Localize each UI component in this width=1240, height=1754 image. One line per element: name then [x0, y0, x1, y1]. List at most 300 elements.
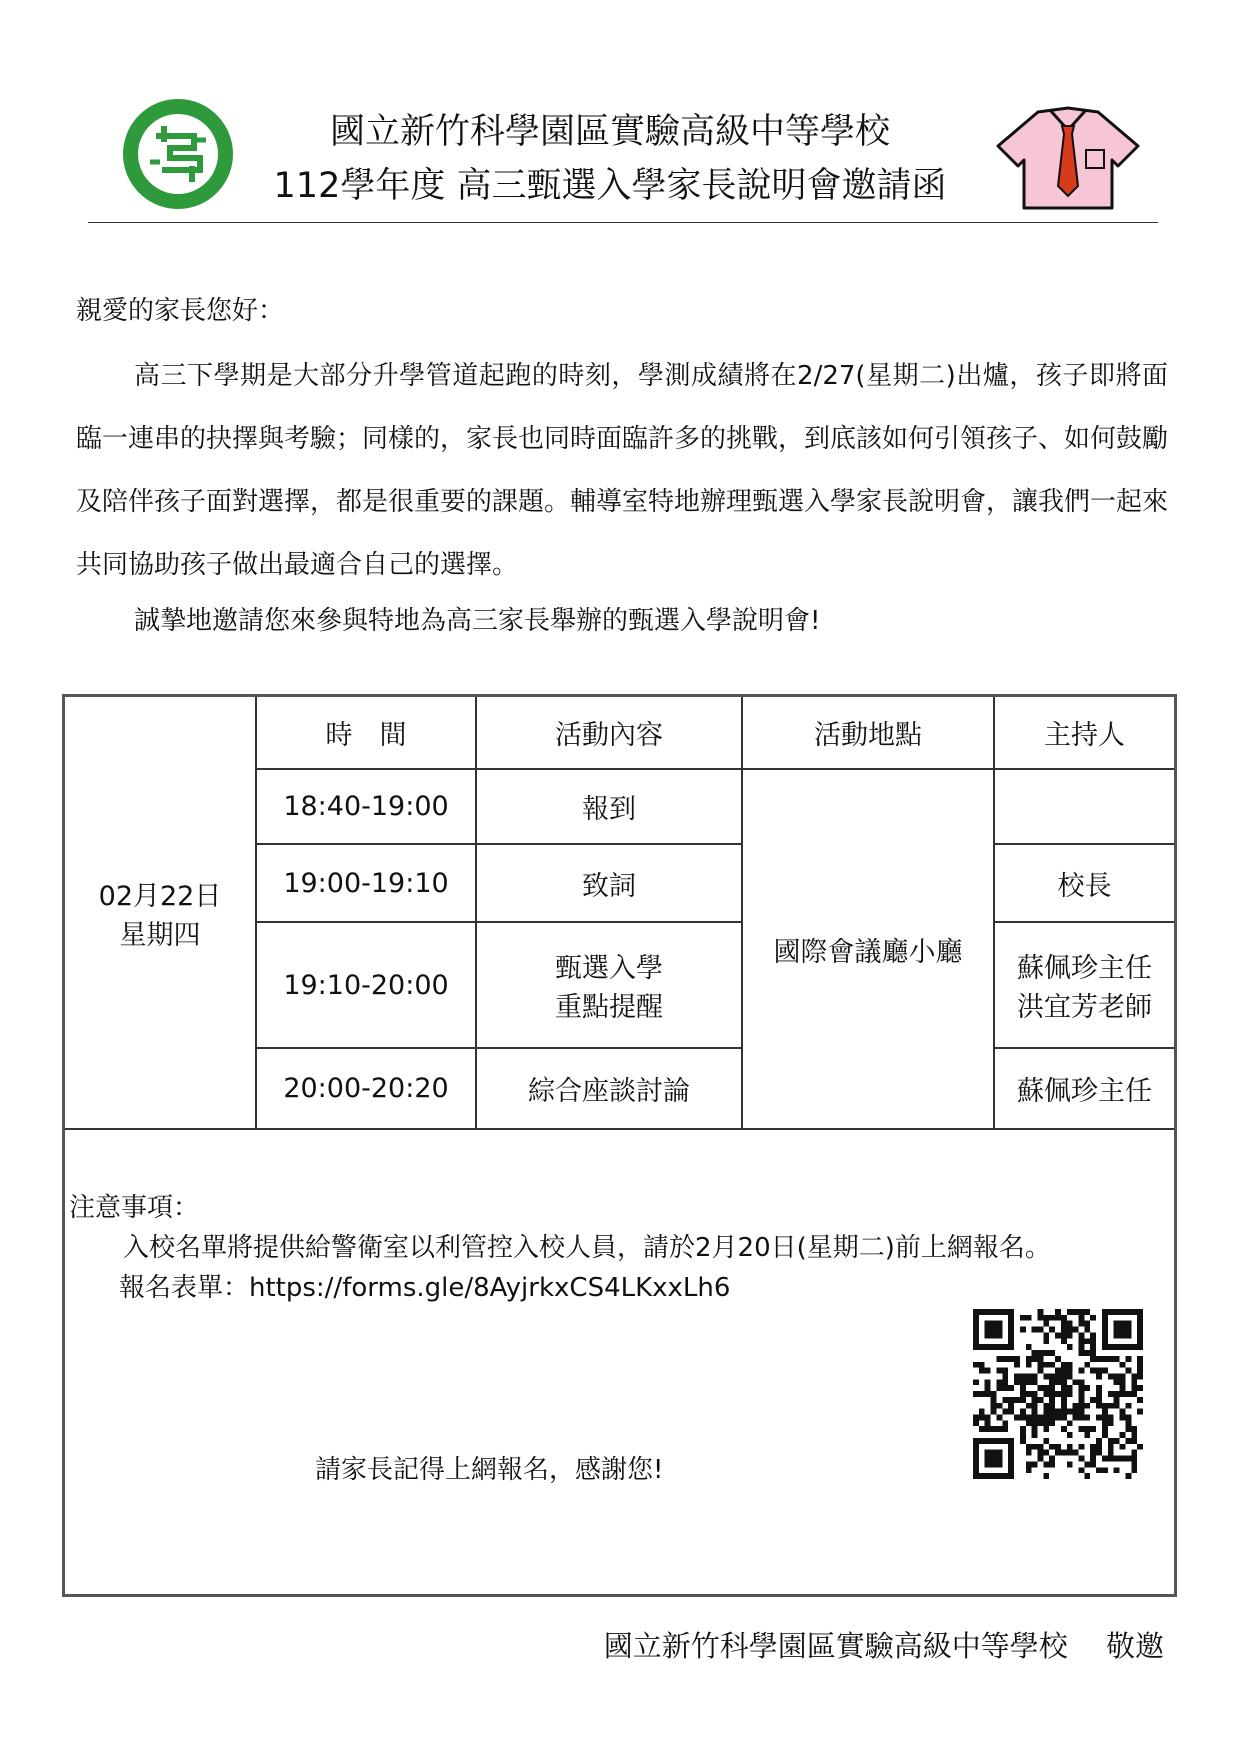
qr-module [985, 1309, 991, 1315]
qr-module [1073, 1309, 1079, 1315]
qr-module [1114, 1379, 1120, 1385]
qr-module [1055, 1450, 1061, 1456]
qr-module [991, 1461, 997, 1467]
qr-module [1067, 1450, 1073, 1456]
qr-module [1037, 1356, 1043, 1362]
qr-module [1061, 1397, 1067, 1403]
qr-module [1020, 1397, 1026, 1403]
qr-module [1090, 1332, 1096, 1338]
qr-module [1055, 1356, 1061, 1362]
header-content: 活動內容 [476, 697, 742, 769]
qr-module [973, 1344, 979, 1350]
qr-module [1008, 1467, 1014, 1473]
qr-module [1067, 1309, 1073, 1315]
qr-module [1008, 1461, 1014, 1467]
qr-module [1120, 1321, 1126, 1327]
qr-module [1102, 1327, 1108, 1333]
qr-module [996, 1344, 1002, 1350]
qr-module [1108, 1438, 1114, 1444]
qr-module [1026, 1415, 1032, 1421]
letter-body: 高三下學期是大部分升學管道起跑的時刻，學測成績將在2/27(星期二)出爐，孩子即將面臨一連串的抉擇與考驗；同樣的，家長也同時面臨許多的挑戰，到底該如何引領孩子、如何鼓勵及陪伴孩子面對選擇，都是很重要的課題。輔導室特地辦理甄選入學家長說明會，讓我們一起來共同協助孩子做出最適合自己的選擇。 [76, 361, 1169, 580]
qr-module [1079, 1344, 1085, 1350]
qr-module [1002, 1344, 1008, 1350]
qr-module [1055, 1332, 1061, 1338]
closing-reminder: 請家長記得上網報名，感謝您! [315, 1455, 664, 1485]
note-registration-form-link[interactable]: 報名表單：https://forms.gle/8AyjrkxCS4LKxxLh6 [119, 1273, 731, 1303]
qr-module [1114, 1373, 1120, 1379]
qr-module [1043, 1415, 1049, 1421]
qr-module [1084, 1432, 1090, 1438]
qr-module [1114, 1356, 1120, 1362]
invitation-line: 誠摯地邀請您來參與特地為高三家長舉辦的甄選入學說明會! [134, 606, 821, 636]
qr-module [1079, 1332, 1085, 1338]
qr-module [1108, 1356, 1114, 1362]
qr-module [1096, 1403, 1102, 1409]
qr-module [1020, 1315, 1026, 1321]
qr-module [1020, 1415, 1026, 1421]
qr-module [1049, 1391, 1055, 1397]
qr-module [1125, 1456, 1131, 1462]
qr-module [1120, 1391, 1126, 1397]
qr-module [1061, 1332, 1067, 1338]
qr-module [1067, 1432, 1073, 1438]
qr-module [985, 1391, 991, 1397]
qr-module [1073, 1327, 1079, 1333]
qr-module [979, 1409, 985, 1415]
qr-module [1020, 1327, 1026, 1333]
qr-module [973, 1391, 979, 1397]
qr-module [1096, 1397, 1102, 1403]
qr-module [1043, 1403, 1049, 1409]
qr-module [1043, 1420, 1049, 1426]
qr-module [1014, 1397, 1020, 1403]
qr-module [1090, 1344, 1096, 1350]
qr-module [1049, 1350, 1055, 1356]
qr-module [1008, 1450, 1014, 1456]
content-cell: 報到 [476, 769, 742, 844]
qr-module [1131, 1426, 1137, 1432]
qr-module [1137, 1315, 1143, 1321]
qr-module [1131, 1461, 1137, 1467]
qr-module [1137, 1338, 1143, 1344]
qr-module [1002, 1426, 1008, 1432]
qr-module [1137, 1321, 1143, 1327]
time-cell: 19:00-19:10 [256, 844, 476, 922]
qr-module [1008, 1456, 1014, 1462]
qr-module [1114, 1309, 1120, 1315]
qr-module [1102, 1467, 1108, 1473]
qr-module [1120, 1344, 1126, 1350]
qr-module [1131, 1450, 1137, 1456]
qr-module [1090, 1461, 1096, 1467]
qr-module [985, 1415, 991, 1421]
qr-module [1037, 1385, 1043, 1391]
qr-module [1020, 1373, 1026, 1379]
qr-module [1067, 1327, 1073, 1333]
qr-module [1067, 1461, 1073, 1467]
qr-module [1020, 1385, 1026, 1391]
qr-module [1002, 1356, 1008, 1362]
qr-module [1084, 1309, 1090, 1315]
qr-module [1096, 1373, 1102, 1379]
qr-module [1014, 1356, 1020, 1362]
qr-module [1131, 1373, 1137, 1379]
content-cell: 致詞 [476, 844, 742, 922]
qr-module [991, 1473, 997, 1479]
qr-module [996, 1332, 1002, 1338]
qr-module [1020, 1432, 1026, 1438]
qr-module [1061, 1338, 1067, 1344]
qr-module [1096, 1368, 1102, 1374]
qr-module [1079, 1315, 1085, 1321]
qr-module [996, 1356, 1002, 1362]
qr-module [1137, 1362, 1143, 1368]
qr-module [1037, 1444, 1043, 1450]
qr-module [973, 1473, 979, 1479]
qr-module [1061, 1379, 1067, 1385]
qr-module [1067, 1368, 1073, 1374]
qr-module [1020, 1379, 1026, 1385]
qr-module [985, 1368, 991, 1374]
qr-module [1043, 1426, 1049, 1432]
qr-module [1114, 1438, 1120, 1444]
qr-module [1049, 1397, 1055, 1403]
qr-module [1067, 1444, 1073, 1450]
qr-module [1125, 1344, 1131, 1350]
qr-module [1032, 1356, 1038, 1362]
qr-module [1002, 1438, 1008, 1444]
qr-module [991, 1409, 997, 1415]
table-header-row [65, 697, 1174, 769]
qr-module [1061, 1385, 1067, 1391]
qr-module [1131, 1432, 1137, 1438]
qr-module [1032, 1415, 1038, 1421]
qr-module [1043, 1438, 1049, 1444]
qr-module [996, 1385, 1002, 1391]
qr-module [1067, 1420, 1073, 1426]
qr-module [1079, 1368, 1085, 1374]
qr-module [1137, 1344, 1143, 1350]
qr-module [1102, 1315, 1108, 1321]
qr-module [991, 1321, 997, 1327]
qr-module [1043, 1350, 1049, 1356]
event-title: 112學年度 高三甄選入學家長說明會邀請函 [273, 166, 947, 206]
qr-module [1008, 1332, 1014, 1338]
qr-module [996, 1403, 1002, 1409]
qr-module [1125, 1309, 1131, 1315]
host-line: 洪宜芳老師 [1017, 992, 1152, 1023]
qr-module [1079, 1385, 1085, 1391]
qr-module [1061, 1362, 1067, 1368]
qr-module [1049, 1415, 1055, 1421]
qr-module [1049, 1327, 1055, 1333]
qr-module [1049, 1444, 1055, 1450]
qr-module [1137, 1409, 1143, 1415]
qr-module [1055, 1415, 1061, 1421]
qr-module [996, 1379, 1002, 1385]
qr-module [1043, 1473, 1049, 1479]
qr-module [1090, 1356, 1096, 1362]
qr-module [1049, 1403, 1055, 1409]
qr-module [985, 1321, 991, 1327]
qr-module [991, 1309, 997, 1315]
qr-module [1014, 1373, 1020, 1379]
qr-module [985, 1379, 991, 1385]
qr-module [1102, 1338, 1108, 1344]
header-time: 時 間 [256, 697, 476, 769]
qr-module [1125, 1356, 1131, 1362]
qr-module [1090, 1450, 1096, 1456]
qr-module [985, 1385, 991, 1391]
qr-module [973, 1327, 979, 1333]
qr-module [1002, 1397, 1008, 1403]
qr-module [1008, 1338, 1014, 1344]
qr-module [1026, 1450, 1032, 1456]
qr-module [1125, 1321, 1131, 1327]
qr-module [1079, 1379, 1085, 1385]
qr-module [985, 1332, 991, 1338]
qr-module [973, 1338, 979, 1344]
qr-module [1120, 1362, 1126, 1368]
qr-module [1043, 1373, 1049, 1379]
qr-module [1061, 1426, 1067, 1432]
qr-module [1008, 1315, 1014, 1321]
event-weekday: 星期四 [119, 919, 201, 951]
qr-module [1114, 1327, 1120, 1333]
qr-module [991, 1403, 997, 1409]
qr-module [1002, 1420, 1008, 1426]
qr-module [991, 1397, 997, 1403]
qr-module [996, 1309, 1002, 1315]
qr-module [1084, 1473, 1090, 1479]
qr-module [1067, 1362, 1073, 1368]
qr-module [1090, 1444, 1096, 1450]
qr-module [1008, 1385, 1014, 1391]
qr-module [1055, 1391, 1061, 1397]
qr-module [1061, 1315, 1067, 1321]
qr-module [1090, 1350, 1096, 1356]
time-cell: 18:40-19:00 [256, 769, 476, 844]
qr-module [991, 1438, 997, 1444]
qr-module [1096, 1391, 1102, 1397]
qr-module [1008, 1356, 1014, 1362]
qr-module [1014, 1415, 1020, 1421]
qr-module [1055, 1444, 1061, 1450]
qr-module [1026, 1391, 1032, 1397]
qr-module [1120, 1456, 1126, 1462]
qr-module [1125, 1426, 1131, 1432]
qr-module [979, 1344, 985, 1350]
qr-module [1090, 1456, 1096, 1462]
qr-module [1026, 1362, 1032, 1368]
qr-module [1090, 1368, 1096, 1374]
qr-module [1137, 1309, 1143, 1315]
qr-module [1108, 1420, 1114, 1426]
qr-module [973, 1379, 979, 1385]
qr-module [991, 1327, 997, 1333]
qr-module [1020, 1409, 1026, 1415]
qr-module [1055, 1409, 1061, 1415]
qr-module [1131, 1385, 1137, 1391]
qr-module [1114, 1456, 1120, 1462]
qr-module [1032, 1373, 1038, 1379]
qr-module [1043, 1450, 1049, 1456]
qr-module [1049, 1461, 1055, 1467]
qr-module [1026, 1461, 1032, 1467]
qr-module [973, 1467, 979, 1473]
qr-module [1114, 1397, 1120, 1403]
qr-module [1102, 1432, 1108, 1438]
qr-module [1125, 1368, 1131, 1374]
qr-module [1026, 1379, 1032, 1385]
qr-module [1043, 1385, 1049, 1391]
note-registration-deadline: 入校名單將提供給警衛室以利管控入校人員，請於2月20日(星期二)前上網報名。 [123, 1233, 1051, 1263]
qr-module [1102, 1426, 1108, 1432]
qr-module [1061, 1415, 1067, 1421]
header-location: 活動地點 [742, 697, 994, 769]
qr-module [1037, 1362, 1043, 1368]
qr-module [1002, 1385, 1008, 1391]
qr-module [1032, 1403, 1038, 1409]
qr-module [1125, 1415, 1131, 1421]
qr-module [1026, 1467, 1032, 1473]
qr-module [1137, 1373, 1143, 1379]
qr-module [1043, 1391, 1049, 1397]
qr-module [985, 1438, 991, 1444]
qr-module [1102, 1368, 1108, 1374]
qr-module [996, 1461, 1002, 1467]
qr-module [1032, 1432, 1038, 1438]
qr-module [1055, 1373, 1061, 1379]
qr-module [1043, 1321, 1049, 1327]
qr-module [1061, 1321, 1067, 1327]
qr-module [1037, 1309, 1043, 1315]
qr-module [1055, 1379, 1061, 1385]
qr-module [1049, 1315, 1055, 1321]
host-cell: 校長 [994, 844, 1174, 922]
qr-module [1020, 1391, 1026, 1397]
qr-module [1008, 1409, 1014, 1415]
content-line: 重點提醒 [555, 992, 663, 1023]
qr-module [1055, 1315, 1061, 1321]
school-name-title: 國立新竹科學園區實驗高級中等學校 [329, 112, 890, 152]
qr-module [1037, 1397, 1043, 1403]
qr-module [1102, 1344, 1108, 1350]
qr-module [1079, 1467, 1085, 1473]
qr-module [1096, 1467, 1102, 1473]
qr-module [1114, 1467, 1120, 1473]
qr-module [1037, 1368, 1043, 1374]
qr-module [1067, 1344, 1073, 1350]
qr-module [1032, 1350, 1038, 1356]
qr-module [985, 1473, 991, 1479]
qr-module [1096, 1444, 1102, 1450]
host-cell [994, 922, 1174, 1048]
qr-module [1137, 1397, 1143, 1403]
qr-module [1120, 1373, 1126, 1379]
qr-module [979, 1391, 985, 1397]
qr-module [1026, 1403, 1032, 1409]
qr-module [991, 1450, 997, 1456]
qr-module [1084, 1385, 1090, 1391]
qr-module [1032, 1426, 1038, 1432]
qr-module [1108, 1403, 1114, 1409]
qr-module [1125, 1332, 1131, 1338]
host-cell: 蘇佩珍主任 [994, 1048, 1174, 1129]
qr-module [1079, 1409, 1085, 1415]
qr-module [1008, 1309, 1014, 1315]
qr-module [1131, 1344, 1137, 1350]
qr-module [1037, 1415, 1043, 1421]
qr-module [1079, 1391, 1085, 1397]
qr-module [1073, 1379, 1079, 1385]
time-cell: 19:10-20:00 [256, 922, 476, 1048]
qr-module [1137, 1332, 1143, 1338]
qr-module [973, 1456, 979, 1462]
qr-module [991, 1344, 997, 1350]
qr-module [1043, 1315, 1049, 1321]
qr-module [973, 1321, 979, 1327]
qr-module [1043, 1332, 1049, 1338]
qr-module [1125, 1391, 1131, 1397]
qr-module [1073, 1409, 1079, 1415]
qr-module [1120, 1385, 1126, 1391]
qr-module [979, 1368, 985, 1374]
qr-module [1055, 1309, 1061, 1315]
qr-module [1037, 1315, 1043, 1321]
qr-module [973, 1332, 979, 1338]
qr-module [979, 1362, 985, 1368]
qr-module [1008, 1327, 1014, 1333]
qr-module [1055, 1368, 1061, 1374]
qr-module [991, 1332, 997, 1338]
content-cell [476, 922, 742, 1048]
qr-module [973, 1309, 979, 1315]
qr-module [996, 1438, 1002, 1444]
host-line: 蘇佩珍主任 [1017, 953, 1152, 984]
schedule-frame [62, 694, 1177, 1597]
qr-module [979, 1415, 985, 1421]
qr-module [1102, 1309, 1108, 1315]
qr-module [979, 1426, 985, 1432]
qr-module [1073, 1403, 1079, 1409]
qr-module [1125, 1438, 1131, 1444]
qr-module [1084, 1327, 1090, 1333]
qr-module [1120, 1409, 1126, 1415]
qr-module [1026, 1420, 1032, 1426]
qr-module [1137, 1327, 1143, 1333]
qr-module [1079, 1444, 1085, 1450]
qr-module [1067, 1332, 1073, 1338]
time-cell: 20:00-20:20 [256, 1048, 476, 1129]
qr-module [1032, 1409, 1038, 1415]
qr-module [979, 1438, 985, 1444]
qr-module [1125, 1473, 1131, 1479]
qr-module [1043, 1338, 1049, 1344]
qr-module [1131, 1309, 1137, 1315]
qr-module [1102, 1356, 1108, 1362]
qr-module [1108, 1444, 1114, 1450]
qr-module [1067, 1321, 1073, 1327]
qr-module [996, 1450, 1002, 1456]
qr-module [1079, 1426, 1085, 1432]
qr-module [985, 1344, 991, 1350]
qr-module [1002, 1368, 1008, 1374]
qr-module [1014, 1362, 1020, 1368]
qr-module [1061, 1450, 1067, 1456]
qr-module [1067, 1391, 1073, 1397]
qr-module [1120, 1432, 1126, 1438]
